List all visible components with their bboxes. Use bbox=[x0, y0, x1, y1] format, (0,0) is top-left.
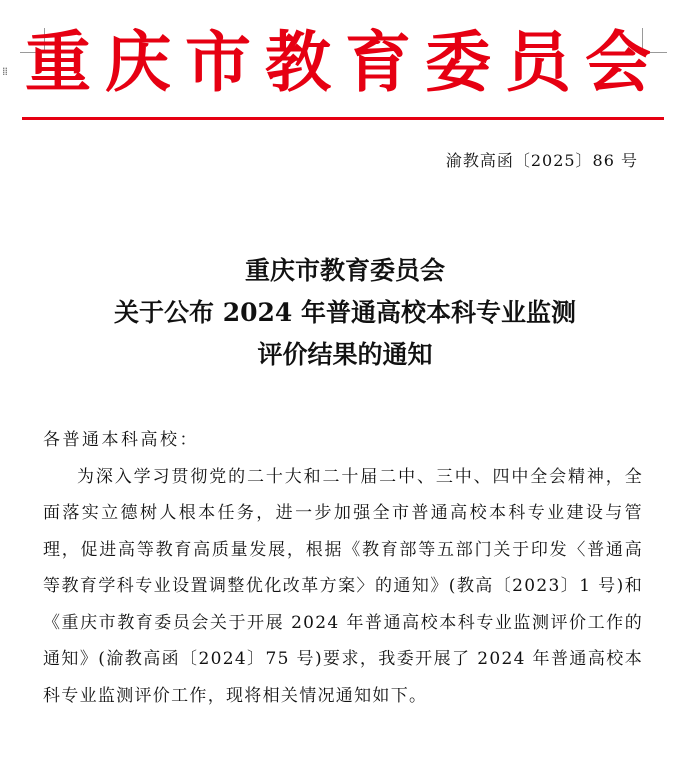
letterhead-org-name: 重庆市教育委员会 bbox=[25, 23, 665, 101]
title-line-3: 评价结果的通知 bbox=[257, 340, 433, 369]
body-paragraph-1: 为深入学习贯彻党的二十大和二十届二中、三中、四中全会精神，全面落实立德树人根本任务，进一步加强全市普通高校本科专业建设与管理，促进高等教育高质量发展，根据《教育部等五部门关于印发〈普通高等教育学科专业设置调整优化改革方案〉的通知》(教高〔2023〕1 号)和《重庆市教育委员会关于开展 2024 年普通高校本科专业监测评价工作的通知》(渝教高函〔2024〕75 号)要求，我委开展了 2024 年普通高校本科专业监测评价工作，现将相关情况通知如下。 bbox=[43, 466, 643, 706]
title-line-1: 重庆市教育委员会 bbox=[244, 256, 445, 285]
grip-dots-icon[interactable]: ⁞⁞ bbox=[2, 65, 7, 78]
document-body bbox=[43, 422, 643, 714]
document-title bbox=[0, 250, 690, 376]
letterhead-red-rule bbox=[22, 117, 664, 120]
document-number: 渝教高函〔2025〕86 号 bbox=[445, 151, 638, 170]
salutation: 各普通本科高校： bbox=[43, 430, 199, 450]
title-line-2: 关于公布 2024 年普通高校本科专业监测 bbox=[114, 298, 576, 327]
